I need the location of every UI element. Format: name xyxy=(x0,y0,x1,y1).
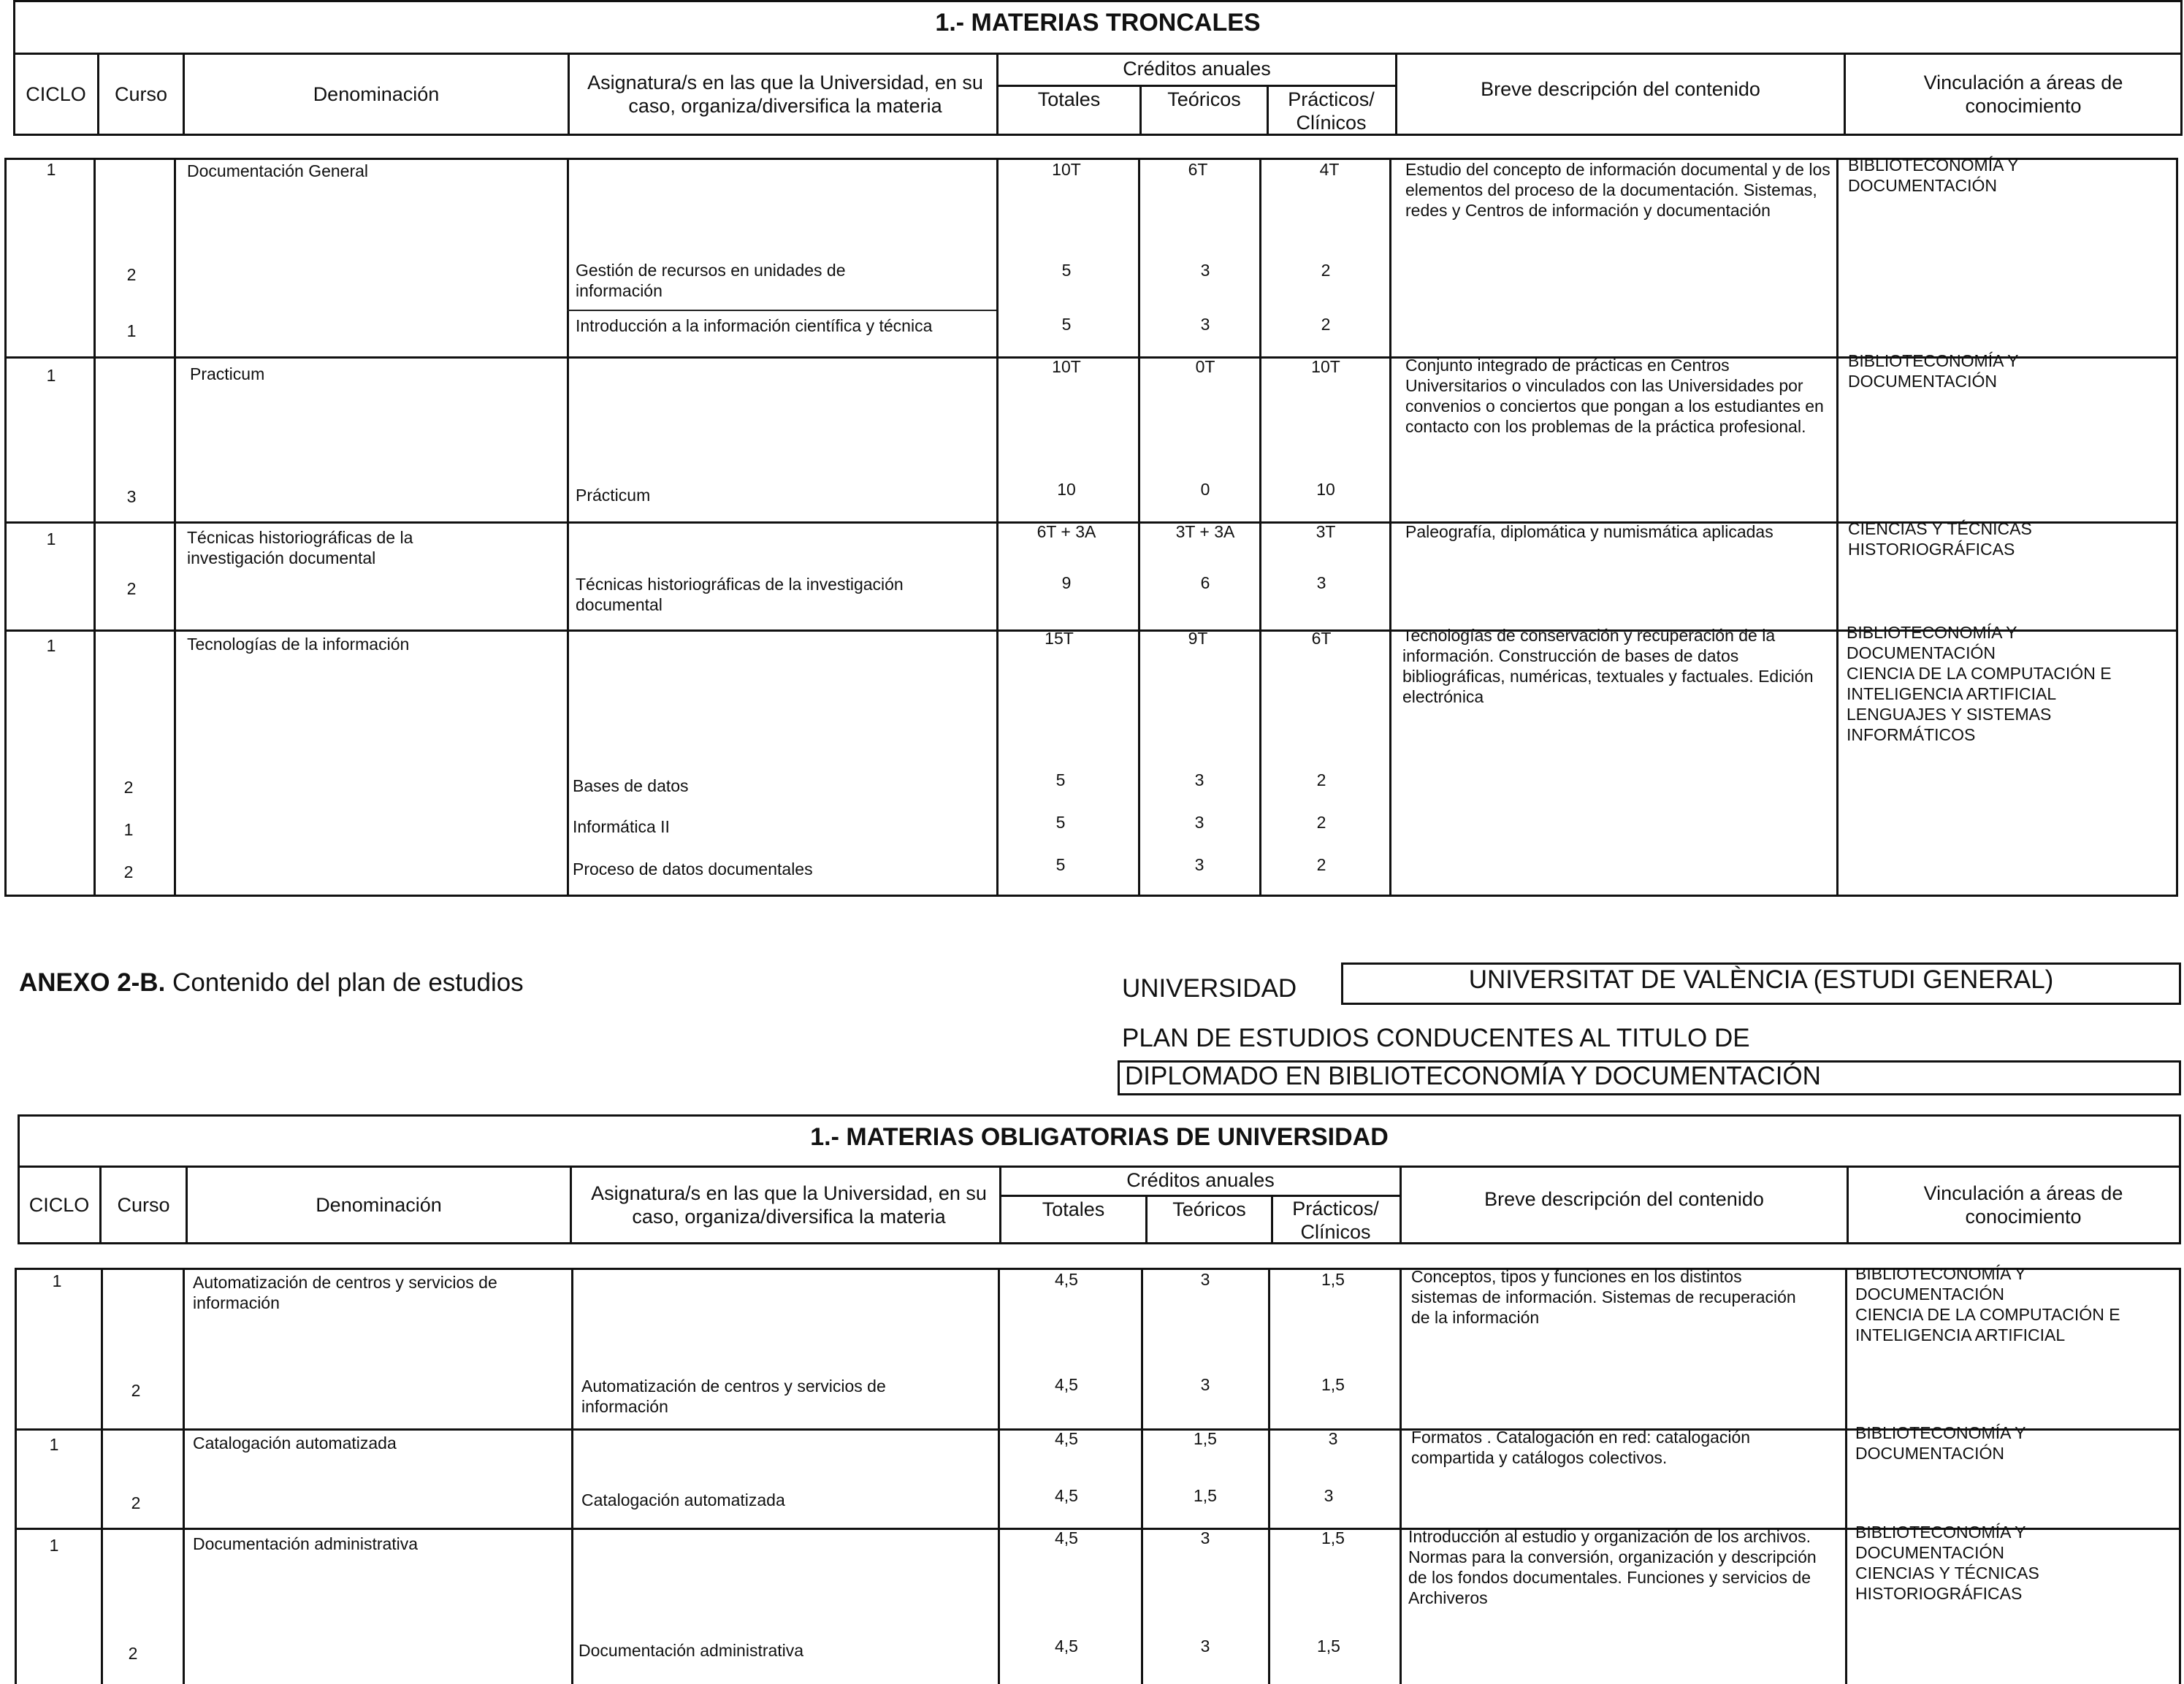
area: BIBLIOTECONOMÍA Y DOCUMENTACIÓN CIENCIA DE LA COMPUTACIÓN E INTELIGENCIA ARTIFICIAL LENGUAJES Y SISTEMAS INFORMÁTICOS xyxy=(1847,623,2112,744)
denominacion: Documentación administrativa xyxy=(193,1534,419,1553)
asignatura: Documentación administrativa xyxy=(579,1641,804,1660)
table1-title: 1.- MATERIAS TRONCALES xyxy=(935,9,1261,37)
universidad-label: UNIVERSIDAD xyxy=(1122,974,1297,1003)
area: CIENCIAS Y TÉCNICAS HISTORIOGRÁFICAS xyxy=(1848,519,2032,559)
asignatura: Bases de datos xyxy=(573,776,689,795)
asignatura: Informática II xyxy=(573,817,670,836)
header-curso: Curso xyxy=(114,83,168,105)
area: BIBLIOTECONOMÍA Y DOCUMENTACIÓN CIENCIAS Y TÉCNICAS HISTORIOGRÁFICAS xyxy=(1855,1523,2039,1603)
asignatura: Gestión de recursos en unidades de información xyxy=(576,261,846,300)
descripcion: Tecnologías de conservación y recuperación de la información. Construcción de bases de datos bibliográficas, numéricas, textuales y factuales. Edición electrónica xyxy=(1402,626,1814,706)
header-totales: Totales xyxy=(1037,88,1101,110)
titulo-value: DIPLOMADO EN BIBLIOTECONOMÍA Y DOCUMENTACIÓN xyxy=(1125,1062,1821,1090)
area: BIBLIOTECONOMÍA Y DOCUMENTACIÓN xyxy=(1848,156,2019,195)
asignatura: Técnicas historiográficas de la investigación documental xyxy=(576,575,904,614)
header-denominacion: Denominación xyxy=(316,1194,442,1216)
header-ciclo: CICLO xyxy=(28,1194,90,1216)
area: BIBLIOTECONOMÍA Y DOCUMENTACIÓN xyxy=(1848,351,2019,391)
header-vinculacion: Vinculación a áreas de conocimiento xyxy=(1923,1182,2123,1228)
descripcion: Formatos . Catalogación en red: catalogación compartida y catálogos colectivos. xyxy=(1411,1428,1751,1467)
header-teoricos: Teóricos xyxy=(1172,1198,1246,1220)
asignatura: Introducción a la información científica y técnica xyxy=(576,316,933,335)
annex-heading: ANEXO 2-B. Contenido del plan de estudios xyxy=(19,968,524,997)
header-denominacion: Denominación xyxy=(313,83,440,105)
asignatura: Catalogación automatizada xyxy=(581,1490,785,1509)
area: BIBLIOTECONOMÍA Y DOCUMENTACIÓN xyxy=(1855,1423,2026,1463)
descripcion: Conjunto integrado de prácticas en Centros Universitarios o vinculados con las Universidades por convenios o conciertos que pongan a los estudiantes en contacto con los problemas de la práctica profesional. xyxy=(1405,356,1824,436)
table2-title: 1.- MATERIAS OBLIGATORIAS DE UNIVERSIDAD xyxy=(810,1123,1389,1151)
header-totales: Totales xyxy=(1042,1198,1105,1220)
descripcion: Paleografía, diplomática y numismática aplicadas xyxy=(1405,522,1773,541)
descripcion: Conceptos, tipos y funciones en los distintos sistemas de información. Sistemas de recuperación de la información xyxy=(1411,1267,1796,1327)
header-asignatura: Asignatura/s en las que la Universidad, en su caso, organiza/diversifica la materia xyxy=(587,72,983,117)
header-vinculacion: Vinculación a áreas de conocimiento xyxy=(1923,72,2123,117)
asignatura: Proceso de datos documentales xyxy=(573,860,813,879)
denominacion: Documentación General xyxy=(187,161,369,180)
asignatura: Prácticum xyxy=(576,486,651,505)
plan-label: PLAN DE ESTUDIOS CONDUCENTES AL TITULO DE xyxy=(1122,1024,1750,1052)
header-creditos: Créditos anuales xyxy=(1123,58,1271,80)
header-ciclo: CICLO xyxy=(26,83,86,105)
descripcion: Estudio del concepto de información documental y de los elementos del proceso de la documentación. Sistemas, redes y Centros de información y documentación xyxy=(1405,160,1830,220)
header-descripcion: Breve descripción del contenido xyxy=(1481,78,1760,100)
header-descripcion: Breve descripción del contenido xyxy=(1484,1188,1764,1210)
denominacion: Tecnologías de la información xyxy=(187,635,410,654)
area: BIBLIOTECONOMÍA Y DOCUMENTACIÓN CIENCIA DE LA COMPUTACIÓN E INTELIGENCIA ARTIFICIAL xyxy=(1855,1264,2120,1344)
header-creditos: Créditos anuales xyxy=(1126,1169,1275,1191)
header-curso: Curso xyxy=(117,1194,170,1216)
header-practicos: Prácticos/ Clínicos xyxy=(1292,1198,1379,1243)
denominacion: Catalogación automatizada xyxy=(193,1434,397,1453)
universidad-value: UNIVERSITAT DE VALÈNCIA (ESTUDI GENERAL) xyxy=(1468,965,2054,994)
denominacion: Practicum xyxy=(190,364,265,383)
denominacion: Técnicas historiográficas de la investigación documental xyxy=(187,528,413,567)
header-practicos: Prácticos/ Clínicos xyxy=(1288,88,1375,134)
asignatura: Automatización de centros y servicios de información xyxy=(581,1377,886,1416)
descripcion: Introducción al estudio y organización de los archivos. Normas para la conversión, organización y descripción de los fondos documentales. Funciones y servicios de Archiveros xyxy=(1408,1527,1817,1607)
denominacion: Automatización de centros y servicios de información xyxy=(193,1273,497,1312)
header-asignatura: Asignatura/s en las que la Universidad, en su caso, organiza/diversifica la materia xyxy=(591,1182,987,1228)
header-teoricos: Teóricos xyxy=(1167,88,1241,110)
